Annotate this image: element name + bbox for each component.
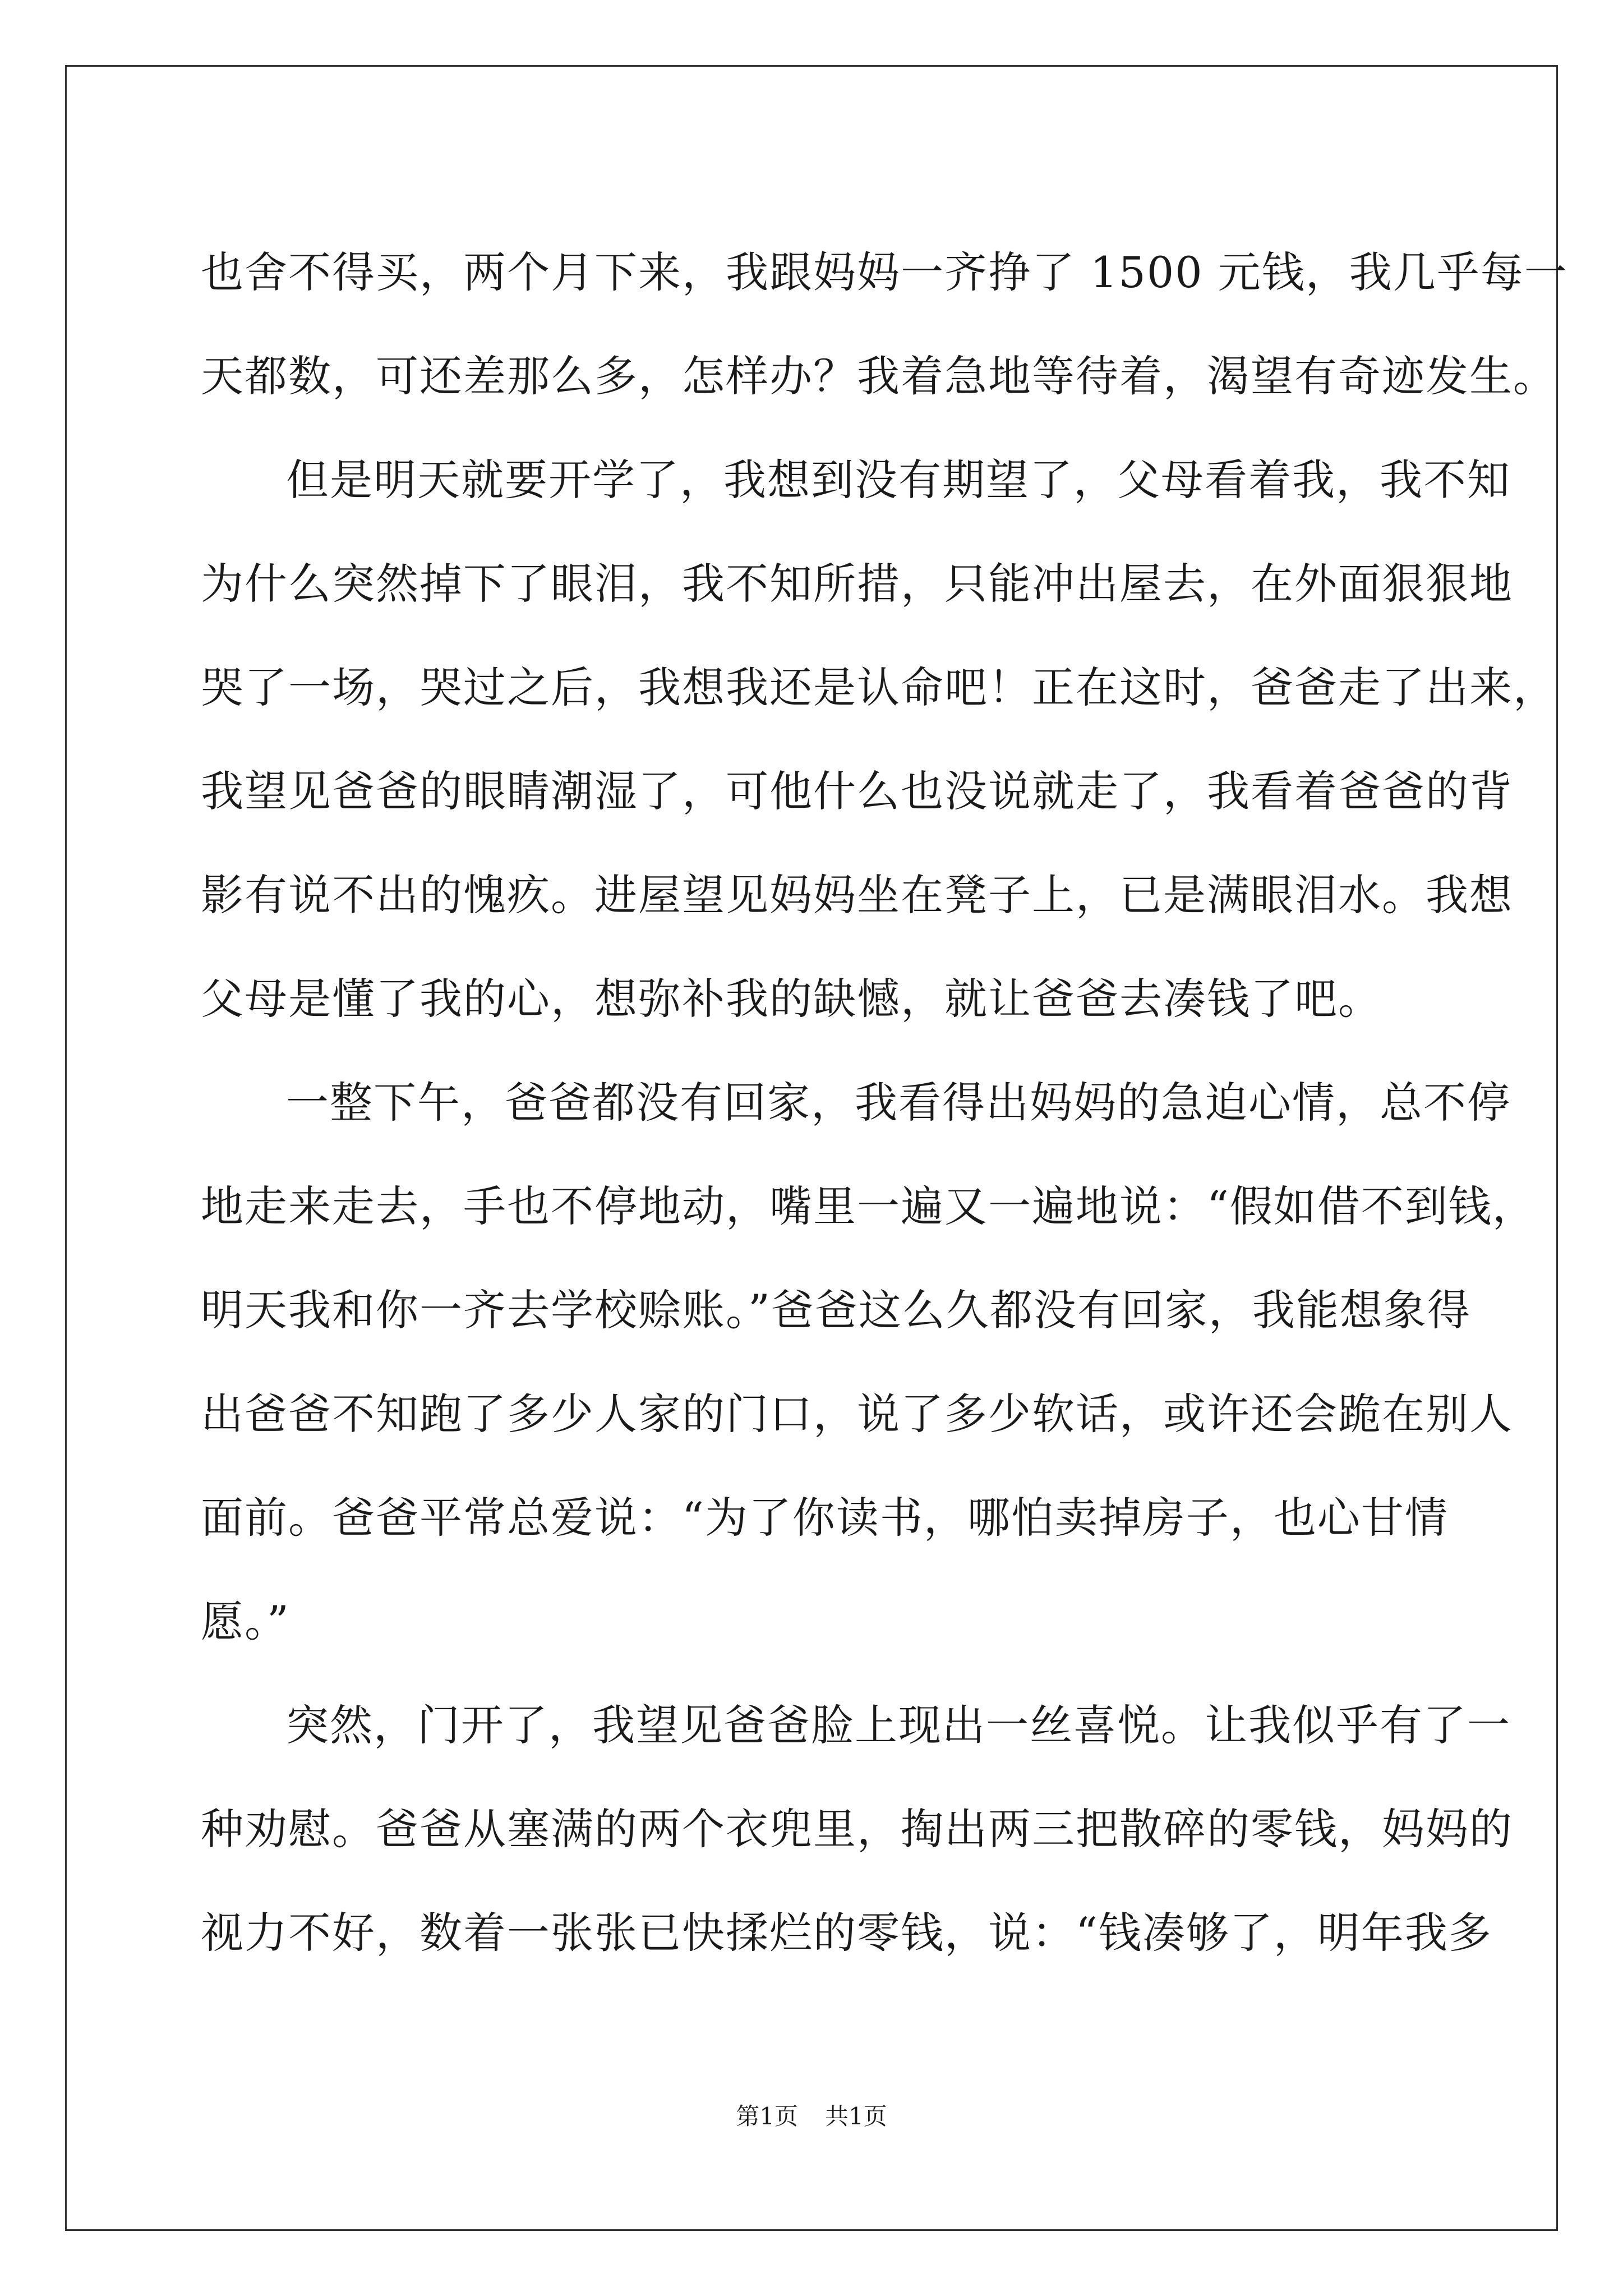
- page-number: 第1页: [736, 2102, 798, 2130]
- text-line: 哭了一场，哭过之后，我想我还是认命吧！正在这时，爸爸走了出来，: [201, 662, 1557, 712]
- page-footer: [0, 2098, 1623, 2132]
- text-line: 我望见爸爸的眼睛潮湿了，可他什么也没说就走了，我看着爸爸的背: [201, 766, 1513, 816]
- text-line: 视力不好，数着一张张已快揉烂的零钱，说：“钱凑够了，明年我多: [201, 1908, 1492, 1958]
- document-body: [201, 220, 1568, 1985]
- text-line: 父母是懂了我的心，想弥补我的缺憾，就让爸爸去凑钱了吧。: [201, 974, 1382, 1024]
- paragraph-start-line: 突然，门开了，我望见爸爸脸上现出一丝喜悦。让我似乎有了一: [286, 1700, 1511, 1750]
- text-line: 愿。”: [201, 1596, 290, 1646]
- text-line: 明天我和你一齐去学校赊账。”爸爸这么久都没有回家，我能想象得: [201, 1285, 1471, 1335]
- text-line: 也舍不得买，两个月下来，我跟妈妈一齐挣了 1500 元钱，我几乎每一: [201, 247, 1568, 297]
- text-line: 影有说不出的愧疚。进屋望见妈妈坐在凳子上，已是满眼泪水。我想: [201, 870, 1513, 920]
- paragraph-start-line: 但是明天就要开学了，我想到没有期望了，父母看着我，我不知: [286, 455, 1511, 505]
- page-total: 共1页: [825, 2102, 887, 2130]
- paragraph-start-line: 一整下午，爸爸都没有回家，我看得出妈妈的急迫心情，总不停: [286, 1078, 1511, 1128]
- text-line: 为什么突然掉下了眼泪，我不知所措，只能冲出屋去，在外面狠狠地: [201, 559, 1513, 609]
- text-line: 面前。爸爸平常总爱说：“为了你读书，哪怕卖掉房子，也心甘情: [201, 1493, 1449, 1543]
- text-line: 种劝慰。爸爸从塞满的两个衣兜里，掏出两三把散碎的零钱，妈妈的: [201, 1804, 1513, 1854]
- text-line: 出爸爸不知跑了多少人家的门口，说了多少软话，或许还会跪在别人: [201, 1389, 1513, 1439]
- text-line: 地走来走去，手也不停地动，嘴里一遍又一遍地说：“假如借不到钱，: [201, 1181, 1536, 1231]
- text-line: 天都数，可还差那么多，怎样办？我着急地等待着，渴望有奇迹发生。: [201, 351, 1557, 401]
